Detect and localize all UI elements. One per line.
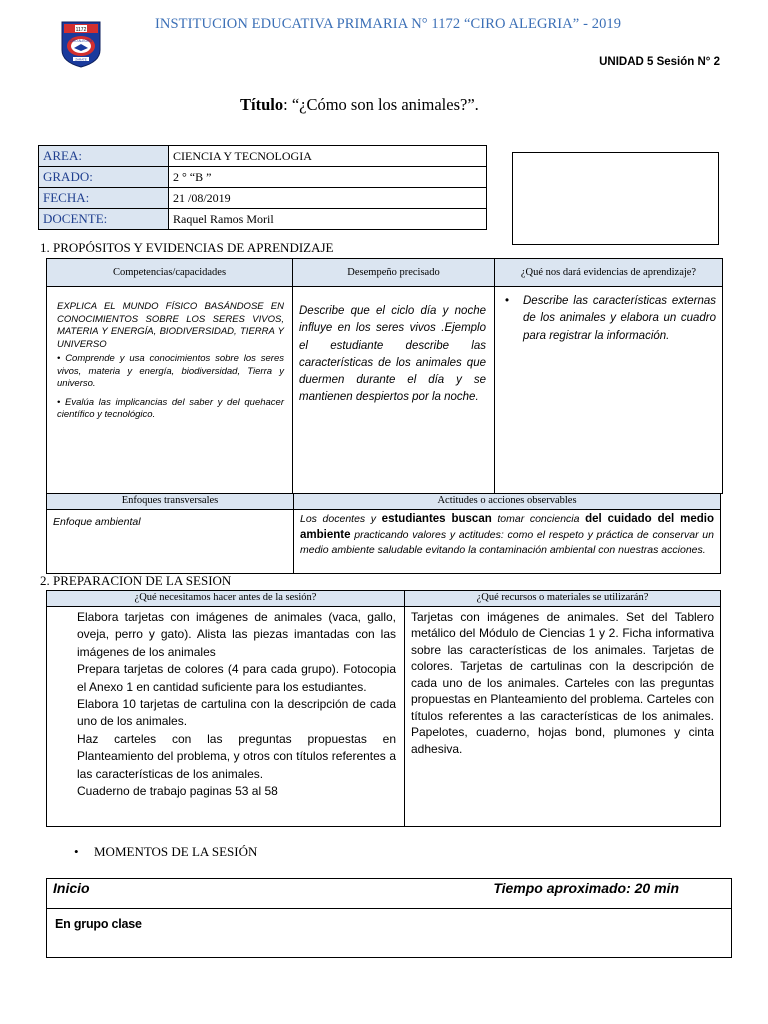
- enfoques-table: [46, 493, 721, 574]
- enfoque-cell: Enfoque ambiental: [47, 510, 294, 574]
- photo-box: [512, 152, 719, 245]
- antes-cell: [47, 607, 405, 827]
- info-value: 2 ° “B ”: [169, 167, 487, 188]
- antes-item: Elabora tarjetas con imágenes de animales (vaca, gallo, oveja, perro y gato). Alista las piezas imantadas con las imágenes de los animales: [77, 610, 396, 659]
- info-label: GRADO:: [39, 167, 169, 188]
- evidencia-cell: [495, 287, 723, 494]
- logo-place: ZARATE: [75, 57, 87, 62]
- antes-item: Cuaderno de trabajo paginas 53 al 58: [77, 783, 278, 798]
- antes-item: Prepara tarjetas de colores (4 para cada grupo). Fotocopia el Anexo 1 en cantidad suficiente para los estudiantes.: [77, 662, 396, 694]
- school-title: INSTITUCION EDUCATIVA PRIMARIA N° 1172 “CIRO ALEGRIA” - 2019: [155, 16, 622, 32]
- bullet-icon: •: [505, 295, 510, 307]
- competencias-cell: [47, 287, 293, 494]
- info-table: [38, 145, 487, 230]
- capacidad-1: • Comprende y usa conocimientos sobre los seres vivos, materia y energía, biodiversidad, Tierra y universo.: [57, 353, 284, 390]
- header-evidencias: ¿Qué nos dará evidencias de aprendizaje?: [495, 259, 723, 287]
- preparation-table: [46, 590, 721, 827]
- session-title: [240, 95, 479, 115]
- actitud-d: del cuidado del medio ambiente: [300, 513, 714, 541]
- inicio-label: Inicio: [53, 880, 90, 896]
- competencia-main: EXPLICA EL MUNDO FÍSICO BASÁNDOSE EN CONOCIMIENTOS SOBRE LOS SERES VIVOS, MATERIA Y ENERGÍA, BIODIVERSIDAD, TIERRA Y UNIVERSO: [57, 301, 284, 350]
- capacidad-2: • Evalúa las implicancias del saber y del quehacer científico y tecnológico.: [57, 396, 284, 421]
- logo-name: CIRO ALEGRIA: [69, 39, 93, 43]
- bullet-icon: •: [74, 844, 79, 859]
- actitud-b: estudiantes buscan: [381, 513, 492, 525]
- info-value: 21 /08/2019: [169, 188, 487, 209]
- evidencia-text: Describe las características externas de los animales y elabora un cuadro para registrar la información.: [523, 295, 716, 342]
- actitud-a: Los docentes y: [300, 513, 382, 525]
- header-actitudes: Actitudes o acciones observables: [294, 494, 721, 510]
- actitud-cell: [294, 510, 721, 574]
- section-1-title: 1. PROPÓSITOS Y EVIDENCIAS DE APRENDIZAJE: [40, 240, 334, 255]
- logo-number: 1172: [75, 27, 87, 33]
- info-row-area: [39, 146, 487, 167]
- inicio-row: [47, 879, 731, 909]
- grupo-clase: En grupo clase: [55, 917, 142, 931]
- header-antes: ¿Qué necesitamos hacer antes de la sesión?: [47, 591, 405, 607]
- info-row-docente: [39, 209, 487, 230]
- info-row-fecha: [39, 188, 487, 209]
- header-recursos: ¿Qué recursos o materiales se utilizarán?: [405, 591, 721, 607]
- header-competencias: Competencias/capacidades: [47, 259, 293, 287]
- info-label: DOCENTE:: [39, 209, 169, 230]
- moments-title: MOMENTOS DE LA SESIÓN: [94, 844, 258, 859]
- desempeno-text: Describe que el ciclo día y noche influye en los seres vivos .Ejemplo el estudiante describe las características de los animales que duermen durante el día y se mantienen despiertos por la noche.: [299, 305, 486, 404]
- recursos-cell: Tarjetas con imágenes de animales. Set del Tablero metálico del Módulo de Ciencias 1 y 2. Ficha informativa sobre las características de los animales. Tarjetas de colores. Tarjetas de cartulinas con la descripción de cada uno de los animales. Carteles con las preguntas propuestas en Planteamiento del problema. Carteles con títulos referentes a las características de los animales. Papelotes, cuaderno, hojas bond, plumones y cinta adhesiva.: [405, 607, 721, 827]
- desempeno-cell: [293, 287, 495, 494]
- title-value: : “¿Cómo son los animales?”.: [283, 95, 479, 114]
- actitud-e: practicando valores y actitudes: como el respeto y práctica de conservar un medio ambiente saludable evitando la contaminación ambiental con nuestras acciones.: [300, 528, 714, 557]
- header-desempeno: Desempeño precisado: [293, 259, 495, 287]
- moments-table: [46, 878, 732, 958]
- info-label: AREA:: [39, 146, 169, 167]
- header-enfoques: Enfoques transversales: [47, 494, 294, 510]
- moments-heading: [74, 844, 257, 860]
- info-value: Raquel Ramos Moril: [169, 209, 487, 230]
- title-label: Título: [240, 95, 284, 114]
- purpose-table: [46, 258, 723, 494]
- unit-session: UNIDAD 5 Sesión N° 2: [599, 56, 720, 68]
- section-2-title: 2. PREPARACION DE LA SESION: [40, 573, 232, 588]
- school-logo: [60, 20, 102, 68]
- info-value: CIENCIA Y TECNOLOGIA: [169, 146, 487, 167]
- antes-item: Elabora 10 tarjetas de cartulina con la descripción de cada uno de los animales.: [77, 696, 396, 729]
- antes-item: Haz carteles con las preguntas propuestas en Planteamiento del problema, y otros con títulos referentes a las características de los animales.: [77, 731, 396, 781]
- tiempo-label: Tiempo aproximado: 20 min: [493, 880, 679, 896]
- info-row-grado: [39, 167, 487, 188]
- actitud-c: tomar conciencia: [491, 513, 586, 525]
- info-label: FECHA:: [39, 188, 169, 209]
